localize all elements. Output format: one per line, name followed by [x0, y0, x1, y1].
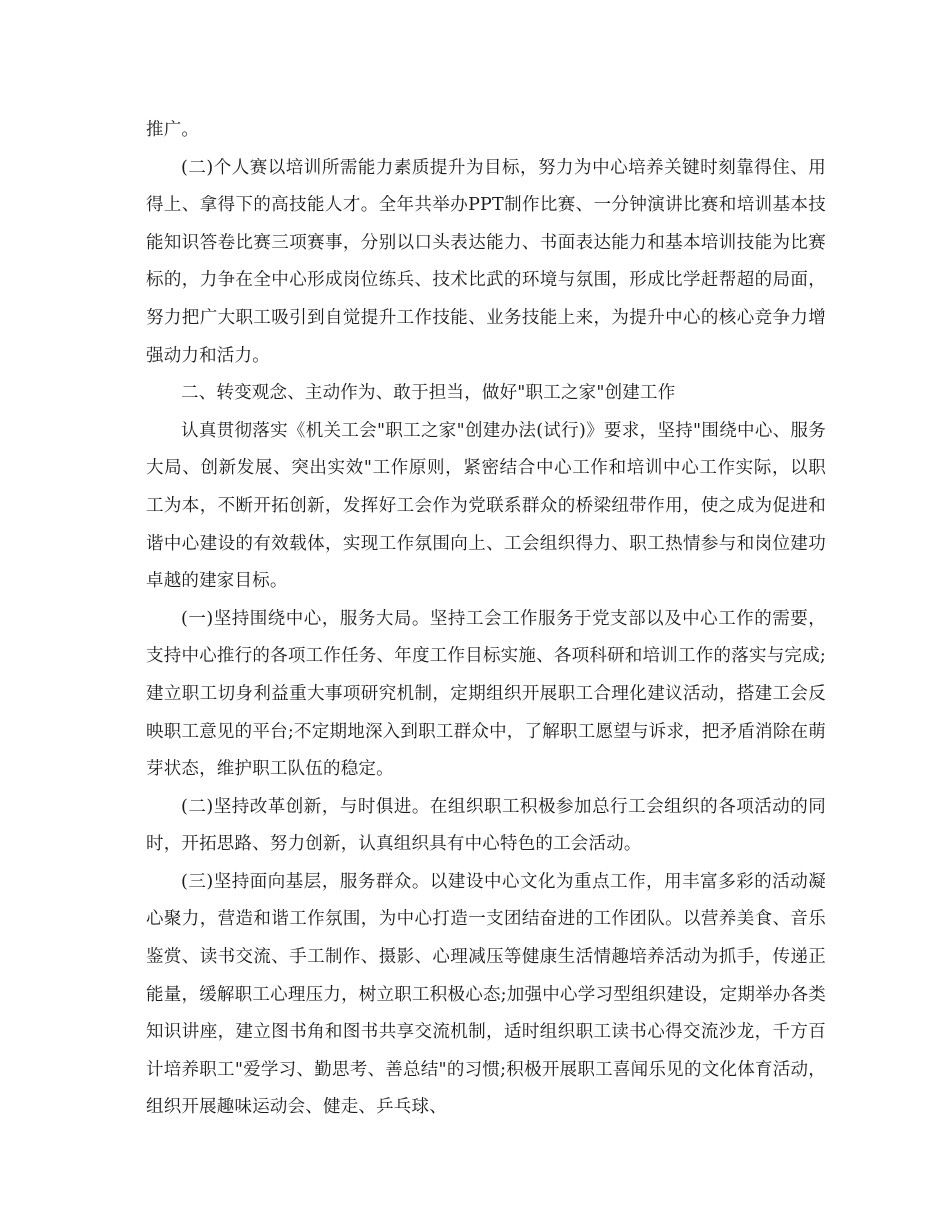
- paragraph-item-3: (三)坚持面向基层，服务群众。以建设中心文化为重点工作，用丰富多彩的活动凝心聚力，营造和谐工作氛围，为中心打造一支团结奋进的工作团队。以营养美食、音乐鉴赏、读书交流、手工制作、摄影、心理减压等健康生活情趣培养活动为抓手，传递正能量，缓解职工心理压力，树立职工积极心态;加强中心学习型组织建设，定期举办各类知识讲座，建立图书角和图书共享交流机制，适时组织职工读书心得交流沙龙，千方百计培养职工"爱学习、勤思考、善总结"的习惯;积极开展职工喜闻乐见的文化体育活动，组织开展趣味运动会、健走、乒乓球、: [146, 871, 826, 1118]
- paragraph-continuation: 推广。: [146, 120, 200, 140]
- paragraph-item-1: (一)坚持围绕中心，服务大局。坚持工会工作服务于党支部以及中心工作的需要，支持中心推行的各项工作任务、年度工作目标实施、各项科研和培训工作的落实与完成;建立职工切身利益重大事项研究机制，定期组织开展职工合理化建议活动，搭建工会反映职工意见的平台;不定期地深入到职工群众中，了解职工愿望与诉求，把矛盾消除在萌芽状态，维护职工队伍的稳定。: [146, 608, 826, 780]
- document-body: [146, 112, 826, 1127]
- paragraph-individual-competition: (二)个人赛以培训所需能力素质提升为目标，努力为中心培养关键时刻靠得住、用得上、拿得下的高技能人才。全年共举办PPT制作比赛、一分钟演讲比赛和培训基本技能知识答卷比赛三项赛事，分别以口头表达能力、书面表达能力和基本培训技能为比赛标的，力争在全中心形成岗位练兵、技术比武的环境与氛围，形成比学赶帮超的局面，努力把广大职工吸引到自觉提升工作技能、业务技能上来，为提升中心的核心竞争力增强动力和活力。: [146, 157, 826, 366]
- paragraph-item-2: (二)坚持改革创新，与时俱进。在组织职工积极参加总行工会组织的各项活动的同时，开拓思路、努力创新，认真组织具有中心特色的工会活动。: [146, 796, 826, 855]
- paragraph-workers-home-intro: 认真贯彻落实《机关工会"职工之家"创建办法(试行)》要求，坚持"围绕中心、服务大局、创新发展、突出实效"工作原则，紧密结合中心工作和培训中心工作实际，以职工为本，不断开拓创新，发挥好工会作为党联系群众的桥梁纽带作用，使之成为促进和谐中心建设的有效载体，实现工作氛围向上、工会组织得力、职工热情参与和岗位建功卓越的建家目标。: [146, 420, 826, 592]
- section-heading-2: 二、转变观念、主动作为、敢于担当，做好"职工之家"创建工作: [181, 383, 676, 404]
